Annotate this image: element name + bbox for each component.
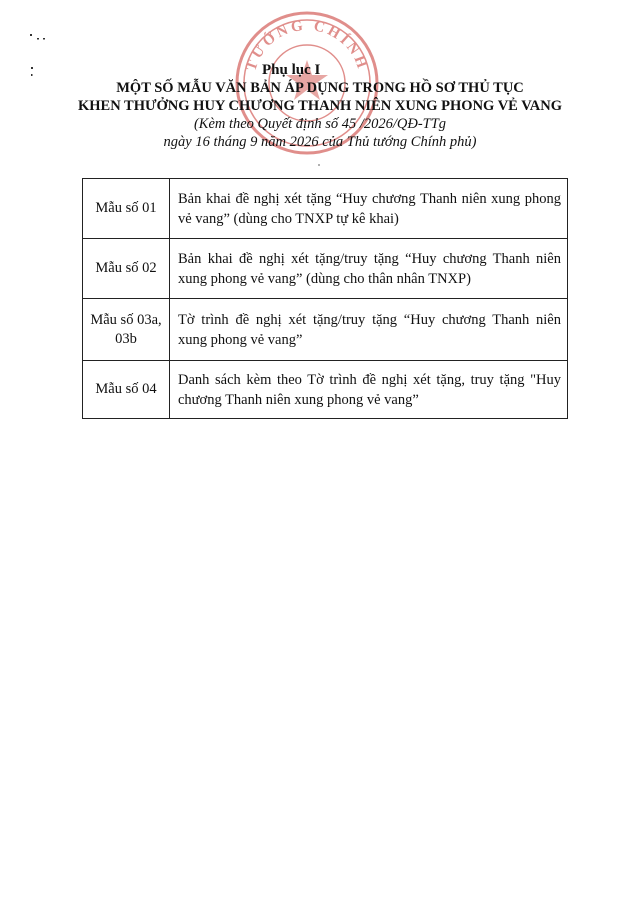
form-code: Mẫu số 02 [83,239,170,299]
document-title-line-2: KHEN THƯỞNG HUY CHƯƠNG THANH NIÊN XUNG PHONG VẺ VANG [77,98,563,114]
form-description: Danh sách kèm theo Tờ trình đề nghị xét tặng, truy tặng "Huy chương Thanh niên xung phong vẻ vang” [170,361,568,419]
scan-marks [28,30,48,80]
forms-table [82,178,568,419]
form-description: Bản khai đề nghị xét tặng/truy tặng “Huy chương Thanh niên xung phong vẻ vang” (dùng cho thân nhân TNXP) [170,239,568,299]
form-code: Mẫu số 03a, 03b [83,299,170,361]
form-description: Bản khai đề nghị xét tặng “Huy chương Thanh niên xung phong vẻ vang” (dùng cho TNXP tự kê khai) [170,179,568,239]
seal-text: TƯỚNG CHÍNH [243,17,371,74]
appendix-title: Phụ lục I [262,62,321,78]
table-row [83,361,568,419]
decision-date: ngày 16 tháng 9 năm 2026 của Thủ tướng Chính phủ) [163,134,477,150]
table-row [83,239,568,299]
form-code: Mẫu số 04 [83,361,170,419]
decision-reference: (Kèm theo Quyết định số 45 /2026/QĐ-TTg [193,116,447,132]
scan-dot [318,164,320,166]
table-row [83,179,568,239]
table-row [83,299,568,361]
form-code: Mẫu số 01 [83,179,170,239]
form-description: Tờ trình đề nghị xét tặng/truy tặng “Huy chương Thanh niên xung phong vẻ vang” [170,299,568,361]
document-title-line-1: MỘT SỐ MẪU VĂN BẢN ÁP DỤNG TRONG HỒ SƠ THỦ TỤC [116,80,524,96]
